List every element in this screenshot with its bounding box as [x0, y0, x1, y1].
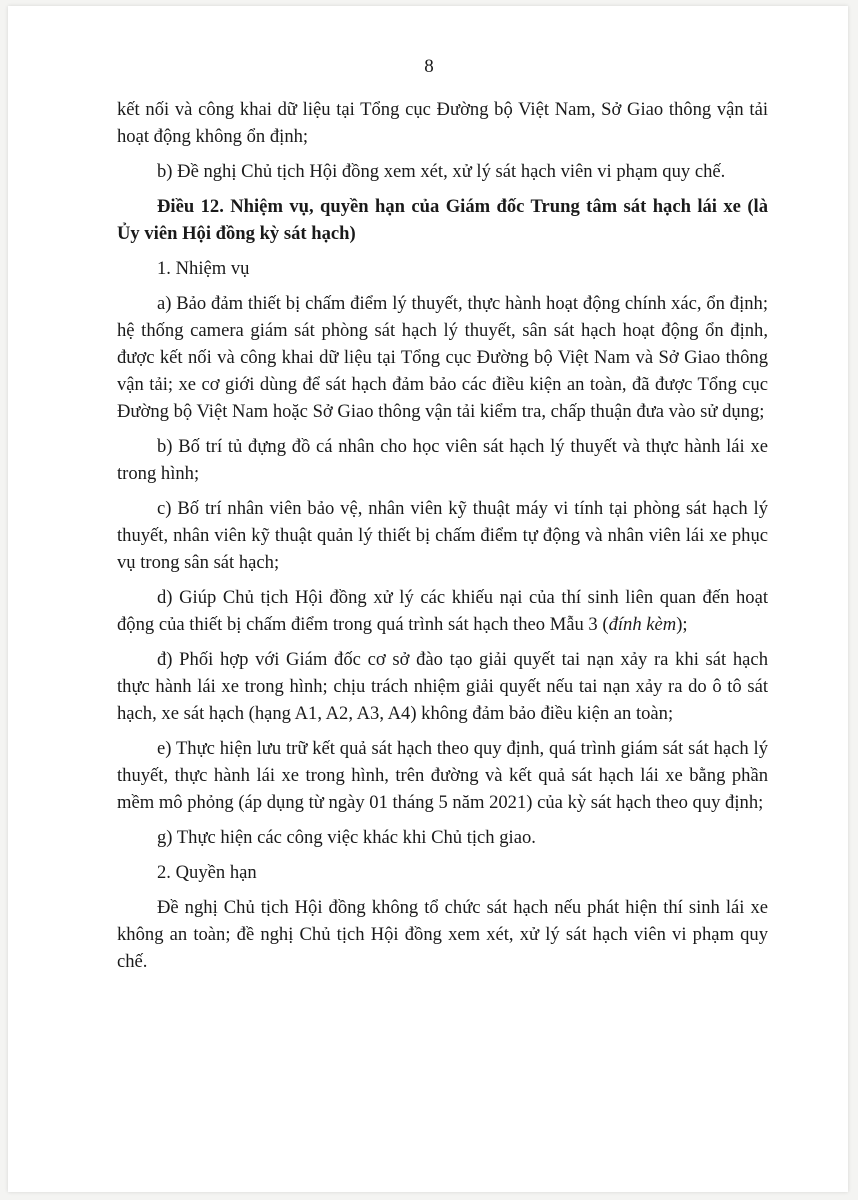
paragraph-continuation: kết nối và công khai dữ liệu tại Tổng cục Đường bộ Việt Nam, Sở Giao thông vận tải hoạt động không ổn định;: [117, 99, 768, 147]
paragraph-item-c: c) Bố trí nhân viên bảo vệ, nhân viên kỹ thuật máy vi tính tại phòng sát hạch lý thuyết, nhân viên kỹ thuật quản lý thiết bị chấm điểm tự động và nhân viên lái xe phục vụ trong sân sát hạch;: [117, 498, 768, 573]
article-heading: Điều 12. Nhiệm vụ, quyền hạn của Giám đốc Trung tâm sát hạch lái xe (là Ủy viên Hội đồng kỳ sát hạch): [117, 196, 768, 244]
paragraph-item-g: g) Thực hiện các công việc khác khi Chủ tịch giao.: [157, 827, 536, 848]
paragraph-item-d: [117, 584, 768, 638]
page-number: 8: [424, 56, 434, 77]
paragraph-powers: Đề nghị Chủ tịch Hội đồng không tổ chức sát hạch nếu phát hiện thí sinh lái xe không an toàn; đề nghị Chủ tịch Hội đồng xem xét, xử lý sát hạch viên vi phạm quy chế.: [117, 897, 768, 972]
paragraph-item-e: e) Thực hiện lưu trữ kết quả sát hạch theo quy định, quá trình giám sát sát hạch lý thuyết, thực hành lái xe trong hình, trên đường và kết quả sát hạch lái xe bằng phần mềm mô phỏng (áp dụng từ ngày 01 tháng 5 năm 2021) của kỳ sát hạch theo quy định;: [117, 738, 768, 813]
item-d-text: d) Giúp Chủ tịch Hội đồng xử lý các khiếu nại của thí sinh liên quan đến hoạt động của thiết bị chấm điểm trong quá trình sát hạch theo Mẫu 3 (: [117, 587, 768, 635]
paragraph-item-b-prev: b) Đề nghị Chủ tịch Hội đồng xem xét, xử lý sát hạch viên vi phạm quy chế.: [157, 161, 726, 182]
paragraph-item-a: a) Bảo đảm thiết bị chấm điểm lý thuyết, thực hành hoạt động chính xác, ổn định; hệ thống camera giám sát phòng sát hạch lý thuyết, sân sát hạch hoạt động ổn định, được kết nối và công khai dữ liệu tại Tổng cục Đường bộ Việt Nam và Sở Giao thông vận tải; xe cơ giới dùng để sát hạch đảm bảo các điều kiện an toàn, đã được Tổng cục Đường bộ Việt Nam hoặc Sở Giao thông vận tải kiểm tra, chấp thuận đưa vào sử dụng;: [117, 293, 768, 422]
section-duties-title: 1. Nhiệm vụ: [157, 258, 250, 279]
document-body: [117, 96, 768, 983]
paragraph-item-b: b) Bố trí tủ đựng đồ cá nhân cho học viên sát hạch lý thuyết và thực hành lái xe trong hình;: [117, 436, 768, 484]
paragraph-item-dd: đ) Phối hợp với Giám đốc cơ sở đào tạo giải quyết tai nạn xảy ra khi sát hạch thực hành lái xe trong hình; chịu trách nhiệm giải quyết nếu tai nạn xảy ra do ô tô sát hạch, xe sát hạch (hạng A1, A2, A3, A4) không đảm bảo điều kiện an toàn;: [117, 649, 768, 724]
item-d-italic: đính kèm: [608, 614, 677, 635]
item-d-end: );: [676, 614, 688, 635]
section-powers-title: 2. Quyền hạn: [157, 862, 257, 883]
